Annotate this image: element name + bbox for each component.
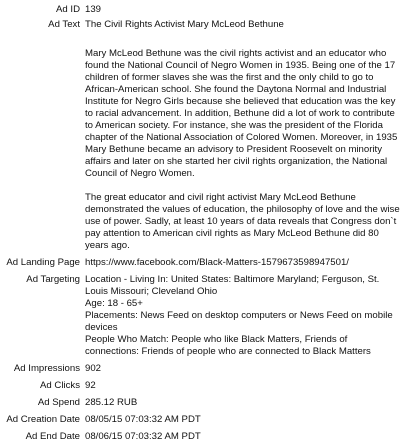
ad-id-row: [0, 4, 409, 16]
ad-text-row: [0, 19, 409, 252]
ad-id-value: 139: [85, 4, 102, 15]
ad-creation-date-row: [0, 414, 409, 426]
ad-landing-page-row: [0, 257, 409, 269]
ad-impressions-label: Ad Impressions: [13, 363, 80, 374]
ad-clicks-value: 92: [85, 380, 96, 391]
ad-spend-row: [0, 397, 409, 409]
targeting-location: Location - Living In: United States: Baltimore Maryland; Ferguson, St. Louis Missouri; Cleveland Ohio: [85, 274, 380, 297]
ad-spend-label: Ad Spend: [37, 397, 80, 408]
targeting-placements: Placements: News Feed on desktop computers or News Feed on mobile devices: [85, 310, 393, 333]
ad-impressions-row: [0, 363, 409, 375]
ad-spend-value: 285.12 RUB: [85, 397, 138, 408]
ad-id-label: Ad ID: [56, 4, 80, 15]
ad-text-title: The Civil Rights Activist Mary McLeod Bethune: [85, 19, 284, 30]
ad-text-body: [85, 31, 403, 252]
ad-targeting-label: Ad Targeting: [26, 274, 80, 285]
ad-clicks-row: [0, 380, 409, 392]
ad-landing-page-label: Ad Landing Page: [6, 257, 80, 268]
targeting-age: Age: 18 - 65+: [85, 298, 143, 309]
ad-targeting-details: [85, 274, 409, 358]
ad-targeting-row: [0, 274, 409, 358]
ad-clicks-label: Ad Clicks: [40, 380, 80, 391]
ad-end-date-row: [0, 431, 409, 443]
ad-impressions-value: 902: [85, 363, 102, 374]
targeting-people: People Who Match: People who like Black Matters, Friends of connections: Friends of people who are connected to Black Matters: [85, 334, 371, 357]
ad-creation-date-label: Ad Creation Date: [6, 414, 80, 425]
ad-text-paragraph-1: Mary McLeod Bethune was the civil rights activist and an educator who found the National Council of Negro Women in 1935. Being one of the 17 children of former slaves she was the first and the only child to go to African-American school. She found the Daytona Normal and Industrial Institute for Negro Girls because she believed that education was the key to racial advancement. In addition, Bethune did a lot of work to contribute to American society. For instance, she was the president of the Florida chapter of the National Association of Colored Women. Moreover, in 1935 Mary Bethune became an advisory to President Roosevelt on minority affairs and later on she started her civil rights organization, the National Council of Negro Women.: [85, 48, 398, 179]
ad-end-date-value: 08/06/15 07:03:32 AM PDT: [85, 431, 201, 442]
ad-text-paragraph-2: The great educator and civil right activist Mary McLeod Bethune demonstrated the values of education, the philosophy of love and the wise use of power. Sadly, at least 10 years of data reveals that Congress don`t pay attention to American civil rights as Mary McLeod Bethune did 80 years ago.: [85, 192, 400, 251]
ad-text-content: [85, 19, 409, 252]
ad-end-date-label: Ad End Date: [25, 431, 80, 442]
ad-landing-page-url: https://www.facebook.com/Black-Matters-1579673598947501/: [85, 257, 349, 268]
ad-text-label: Ad Text: [48, 19, 80, 30]
ad-creation-date-value: 08/05/15 07:03:32 AM PDT: [85, 414, 201, 425]
